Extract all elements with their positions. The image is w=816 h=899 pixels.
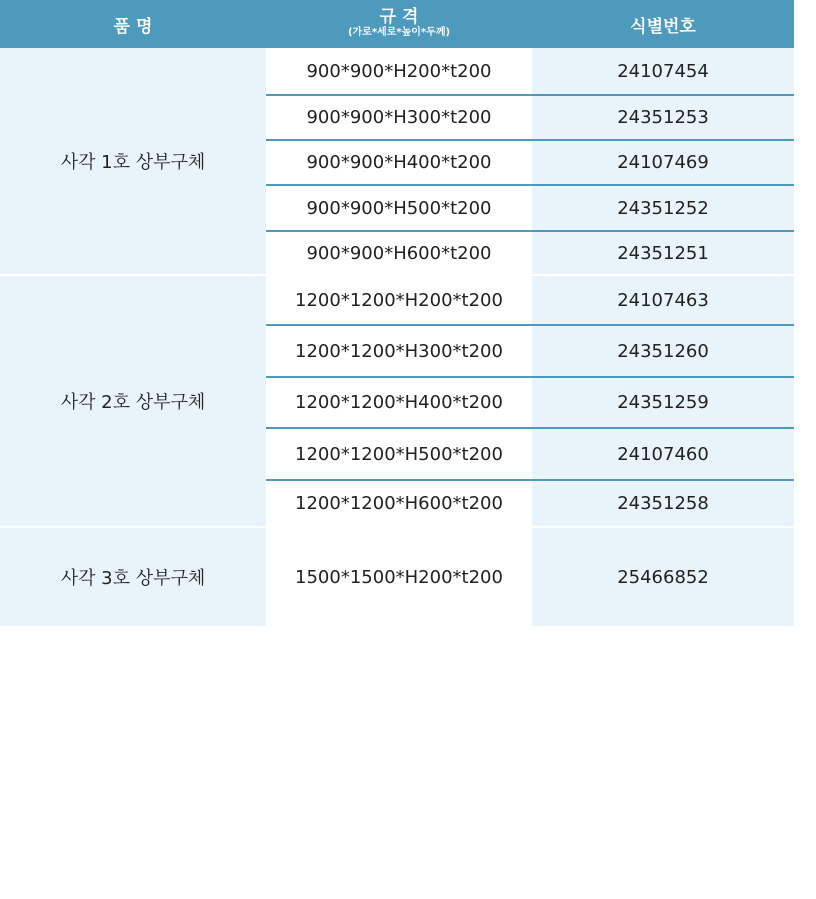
header-product-name-label: 품 명 [113, 16, 153, 37]
id-code-cell: 24351252 [532, 186, 794, 230]
group-name-cell [0, 48, 266, 274]
header-spec-sublabel: (가로*세로*높이*두께) [347, 27, 451, 38]
spec-cell: 1200*1200*H600*t200 [266, 481, 532, 526]
header-id-code-label: 식별번호 [630, 16, 696, 37]
spec-cell: 1200*1200*H400*t200 [266, 378, 532, 427]
spec-cell: 1200*1200*H300*t200 [266, 326, 532, 376]
spec-cell: 900*900*H600*t200 [266, 232, 532, 274]
group-name: 사각 3호 상부구체 [60, 568, 206, 589]
id-code-cell: 24107460 [532, 429, 794, 479]
spec-cell: 900*900*H300*t200 [266, 96, 532, 139]
id-code-cell: 24107469 [532, 141, 794, 184]
group-name: 사각 1호 상부구체 [60, 152, 206, 173]
id-code-cell: 24351251 [532, 232, 794, 274]
spec-cell: 900*900*H200*t200 [266, 48, 532, 95]
table-header [0, 0, 794, 48]
spec-cell: 1200*1200*H200*t200 [266, 276, 532, 324]
header-product-name [0, 0, 266, 48]
id-code-cell: 25466852 [532, 528, 794, 626]
header-spec-label: 규 격 [379, 7, 419, 27]
spec-cell: 900*900*H500*t200 [266, 186, 532, 230]
header-spec [266, 0, 532, 48]
id-code-cell: 24351260 [532, 326, 794, 376]
group-name: 사각 2호 상부구체 [60, 392, 206, 413]
group-name-cell [0, 528, 266, 626]
group-name-cell [0, 276, 266, 526]
spec-cell: 1200*1200*H500*t200 [266, 429, 532, 479]
id-code-cell: 24351258 [532, 481, 794, 526]
id-code-cell: 24351253 [532, 96, 794, 139]
id-code-cell: 24107454 [532, 48, 794, 95]
spec-cell: 1500*1500*H200*t200 [266, 528, 532, 626]
id-code-cell: 24351259 [532, 378, 794, 427]
spec-cell: 900*900*H400*t200 [266, 141, 532, 184]
id-code-cell: 24107463 [532, 276, 794, 324]
header-id-code [532, 0, 794, 48]
